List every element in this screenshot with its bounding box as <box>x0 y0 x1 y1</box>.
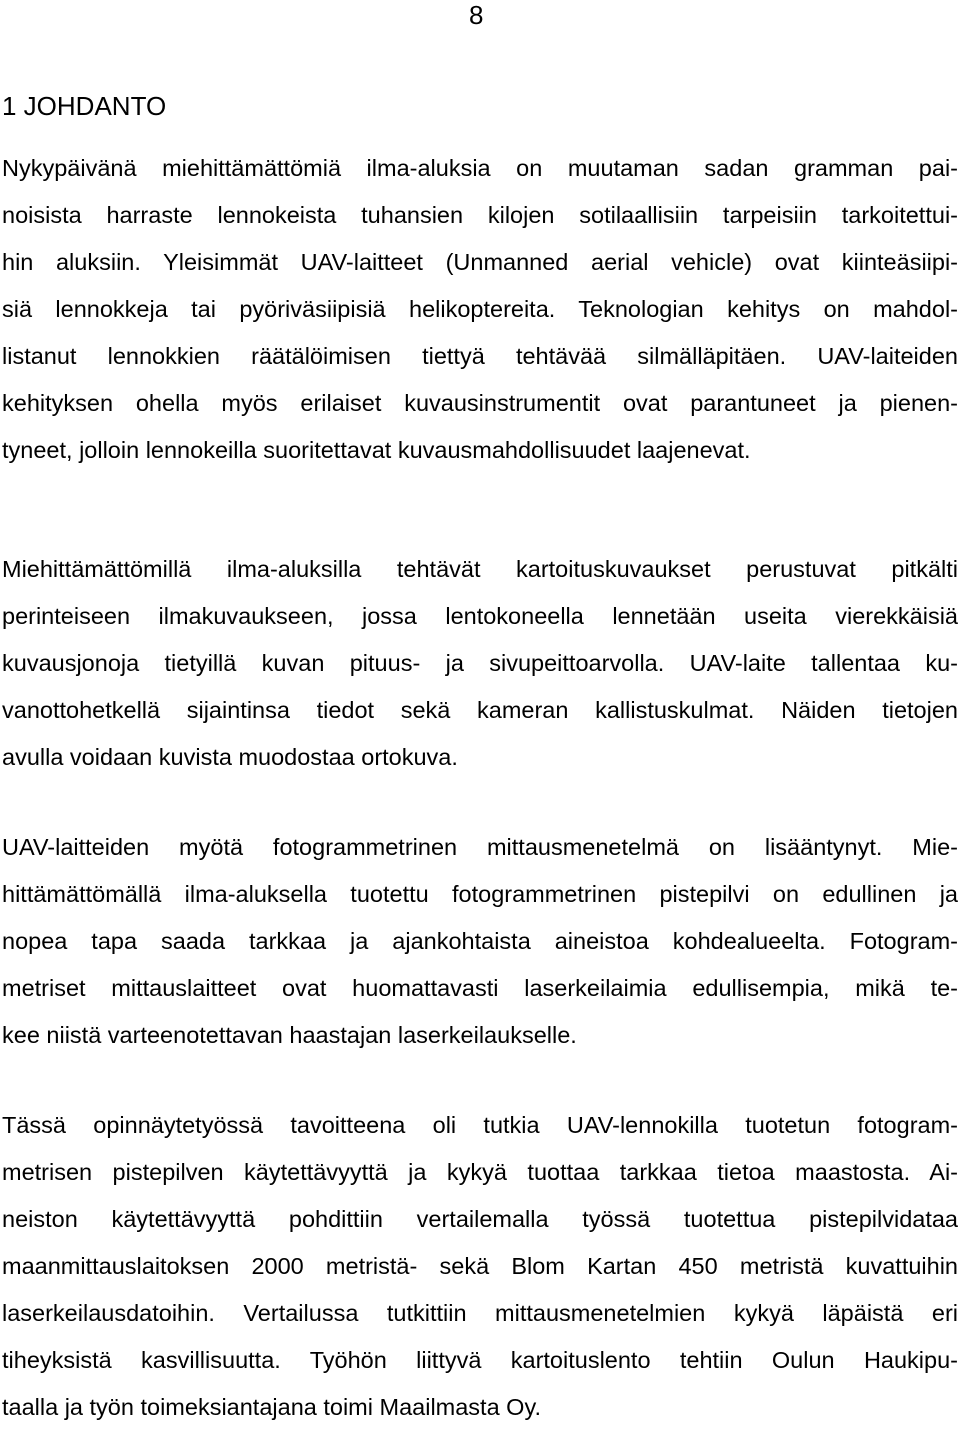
text-line: neiston käytettävyyttä pohdittiin vertailemalla työssä tuotettua pistepilvidataa <box>2 1206 958 1232</box>
text-line: nopea tapa saada tarkkaa ja ajankohtaista aineistoa kohdealueelta. Fotogram- <box>2 928 958 954</box>
text-line: perinteiseen ilmakuvaukseen, jossa lentokoneella lennetään useita vierekkäisiä <box>2 603 958 629</box>
text-line: maanmittauslaitoksen 2000 metristä- sekä Blom Kartan 450 metristä kuvattuihin <box>2 1253 958 1279</box>
text-line: metrisen pistepilven käytettävyyttä ja kykyä tuottaa tarkkaa tietoa maastosta. Ai- <box>2 1159 958 1185</box>
text-line: tyneet, jolloin lennokeilla suoritettavat kuvausmahdollisuudet laajenevat. <box>2 437 751 463</box>
text-line: siä lennokkeja tai pyöriväsiipisiä helikoptereita. Teknologian kehitys on mahdol- <box>2 296 958 322</box>
paragraph-thesis-goal <box>2 1102 958 1431</box>
text-line: hittämättömällä ilma-aluksella tuotettu fotogrammetrinen pistepilvi on edullinen ja <box>2 881 958 907</box>
chapter-heading: 1 JOHDANTO <box>2 91 167 121</box>
text-line: tiheyksistä kasvillisuutta. Työhön liittyvä kartoituslento tehtiin Oulun Haukipu- <box>2 1347 958 1373</box>
text-line: kuvausjonoja tietyillä kuvan pituus- ja sivupeittoarvolla. UAV-laite tallentaa ku- <box>2 650 958 676</box>
text-line: avulla voidaan kuvista muodostaa ortokuva. <box>2 744 458 770</box>
text-line: kehityksen ohella myös erilaiset kuvausinstrumentit ovat parantuneet ja pienen- <box>2 390 958 416</box>
text-line: Nykypäivänä miehittämättömiä ilma-aluksia on muutaman sadan gramman pai- <box>2 155 958 181</box>
text-line: Miehittämättömillä ilma-aluksilla tehtävät kartoituskuvaukset perustuvat pitkälti <box>2 556 958 582</box>
text-line: listanut lennokkien räätälöimisen tiettyä tehtävää silmälläpitäen. UAV-laiteiden <box>2 343 958 369</box>
text-line: kee niistä varteenotettavan haastajan laserkeilaukselle. <box>2 1022 577 1048</box>
text-line: vanottohetkellä sijaintinsa tiedot sekä kameran kallistuskulmat. Näiden tietojen <box>2 697 958 723</box>
paragraph-photogrammetry <box>2 824 958 1059</box>
text-line: Tässä opinnäytetyössä tavoitteena oli tutkia UAV-lennokilla tuotetun fotogram- <box>2 1112 958 1138</box>
text-line: hin aluksiin. Yleisimmät UAV-laitteet (Unmanned aerial vehicle) ovat kiinteäsiipi- <box>2 249 958 275</box>
text-line: laserkeilausdatoihin. Vertailussa tutkittiin mittausmenetelmien kykyä läpäistä eri <box>2 1300 958 1326</box>
paragraph-mapping-flights <box>2 546 958 781</box>
paragraph-introduction <box>2 145 958 474</box>
text-line: taalla ja työn toimeksiantajana toimi Maailmasta Oy. <box>2 1394 541 1420</box>
page-number: 8 <box>469 0 484 30</box>
text-line: UAV-laitteiden myötä fotogrammetrinen mittausmenetelmä on lisääntynyt. Mie- <box>2 834 958 860</box>
text-line: metriset mittauslaitteet ovat huomattavasti laserkeilaimia edullisempia, mikä te- <box>2 975 958 1001</box>
text-line: noisista harraste lennokeista tuhansien kilojen sotilaallisiin tarpeisiin tarkoitettui- <box>2 202 958 228</box>
